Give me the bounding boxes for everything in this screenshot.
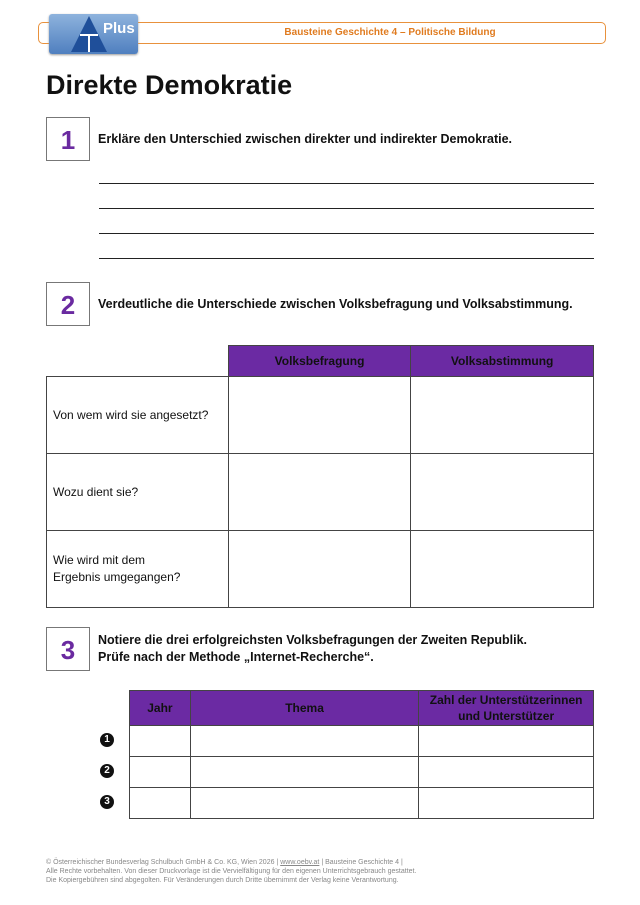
answer-cell[interactable] (419, 788, 594, 819)
footer (46, 858, 606, 885)
footer-line-3: Die Kopiergebühren sind abgegolten. Für Veränderungen durch Dritte übernimmt der Verlag keine Verantwortung. (46, 877, 399, 884)
answer-cell[interactable] (228, 454, 411, 531)
answer-cell[interactable] (411, 377, 594, 454)
footer-line-2: Alle Rechte vorbehalten. Von dieser Druckvorlage ist die Vervielfältigung für den eigenen Unterrichtsgebrauch gestattet. (46, 868, 417, 875)
copyright-text: © Österreichischer Bundesverlag Schulbuch GmbH & Co. KG, Wien 2026 | (46, 859, 281, 866)
task-3-text-line2: Prüfe nach der Methode „Internet-Recherche“. (98, 650, 374, 664)
bullet-number: 3 (100, 795, 114, 809)
answer-cell[interactable] (419, 726, 594, 757)
answer-line[interactable] (99, 233, 594, 234)
column-header-volksbefragung: Volksbefragung (228, 346, 411, 377)
task-1-number: 1 (46, 117, 90, 161)
column-header-supporters: Zahl der Unterstützerinnen und Unterstützer (419, 691, 594, 726)
task-1-text: Erkläre den Unterschied zwischen direkter und indirekter Demokratie. (98, 132, 513, 146)
comparison-table (46, 345, 594, 608)
header-subject: Bausteine Geschichte 4 – Politische Bildung (284, 27, 496, 38)
page-title: Direkte Demokratie (46, 70, 293, 100)
task-2-text: Verdeutliche die Unterschiede zwischen Volksbefragung und Volksabstimmung. (98, 297, 573, 311)
answer-line[interactable] (99, 208, 594, 209)
answer-cell[interactable] (419, 757, 594, 788)
answer-line[interactable] (99, 258, 594, 259)
answer-cell[interactable] (190, 757, 418, 788)
task-2-number: 2 (46, 282, 90, 326)
answer-line[interactable] (99, 183, 594, 184)
answer-cell[interactable] (411, 454, 594, 531)
logo-text: Plus (103, 20, 135, 37)
book-reference: | Bausteine Geschichte 4 | (319, 859, 403, 866)
bullet-number: 1 (100, 733, 114, 747)
answer-cell[interactable] (228, 377, 411, 454)
referendum-table (129, 690, 594, 819)
task-3-number: 3 (46, 627, 90, 671)
publisher-link[interactable]: www.oebv.at (280, 859, 320, 866)
column-header-thema: Thema (190, 691, 418, 726)
answer-cell[interactable] (130, 788, 191, 819)
answer-cell[interactable] (190, 726, 418, 757)
row-label: Wie wird mit dem Ergebnis umgegangen? (47, 531, 229, 608)
answer-cell[interactable] (411, 531, 594, 608)
task-3-text-line1: Notiere die drei erfolgreichsten Volksbefragungen der Zweiten Republik. (98, 633, 528, 647)
answer-cell[interactable] (130, 726, 191, 757)
answer-cell[interactable] (228, 531, 411, 608)
column-header-jahr: Jahr (130, 691, 191, 726)
footer-line-1 (46, 858, 606, 867)
answer-cell[interactable] (130, 757, 191, 788)
row-label: Wozu dient sie? (47, 454, 229, 531)
answer-cell[interactable] (190, 788, 418, 819)
bullet-number: 2 (100, 764, 114, 778)
column-header-volksabstimmung: Volksabstimmung (411, 346, 594, 377)
empty-corner-cell (47, 346, 229, 377)
row-label: Von wem wird sie angesetzt? (47, 377, 229, 454)
